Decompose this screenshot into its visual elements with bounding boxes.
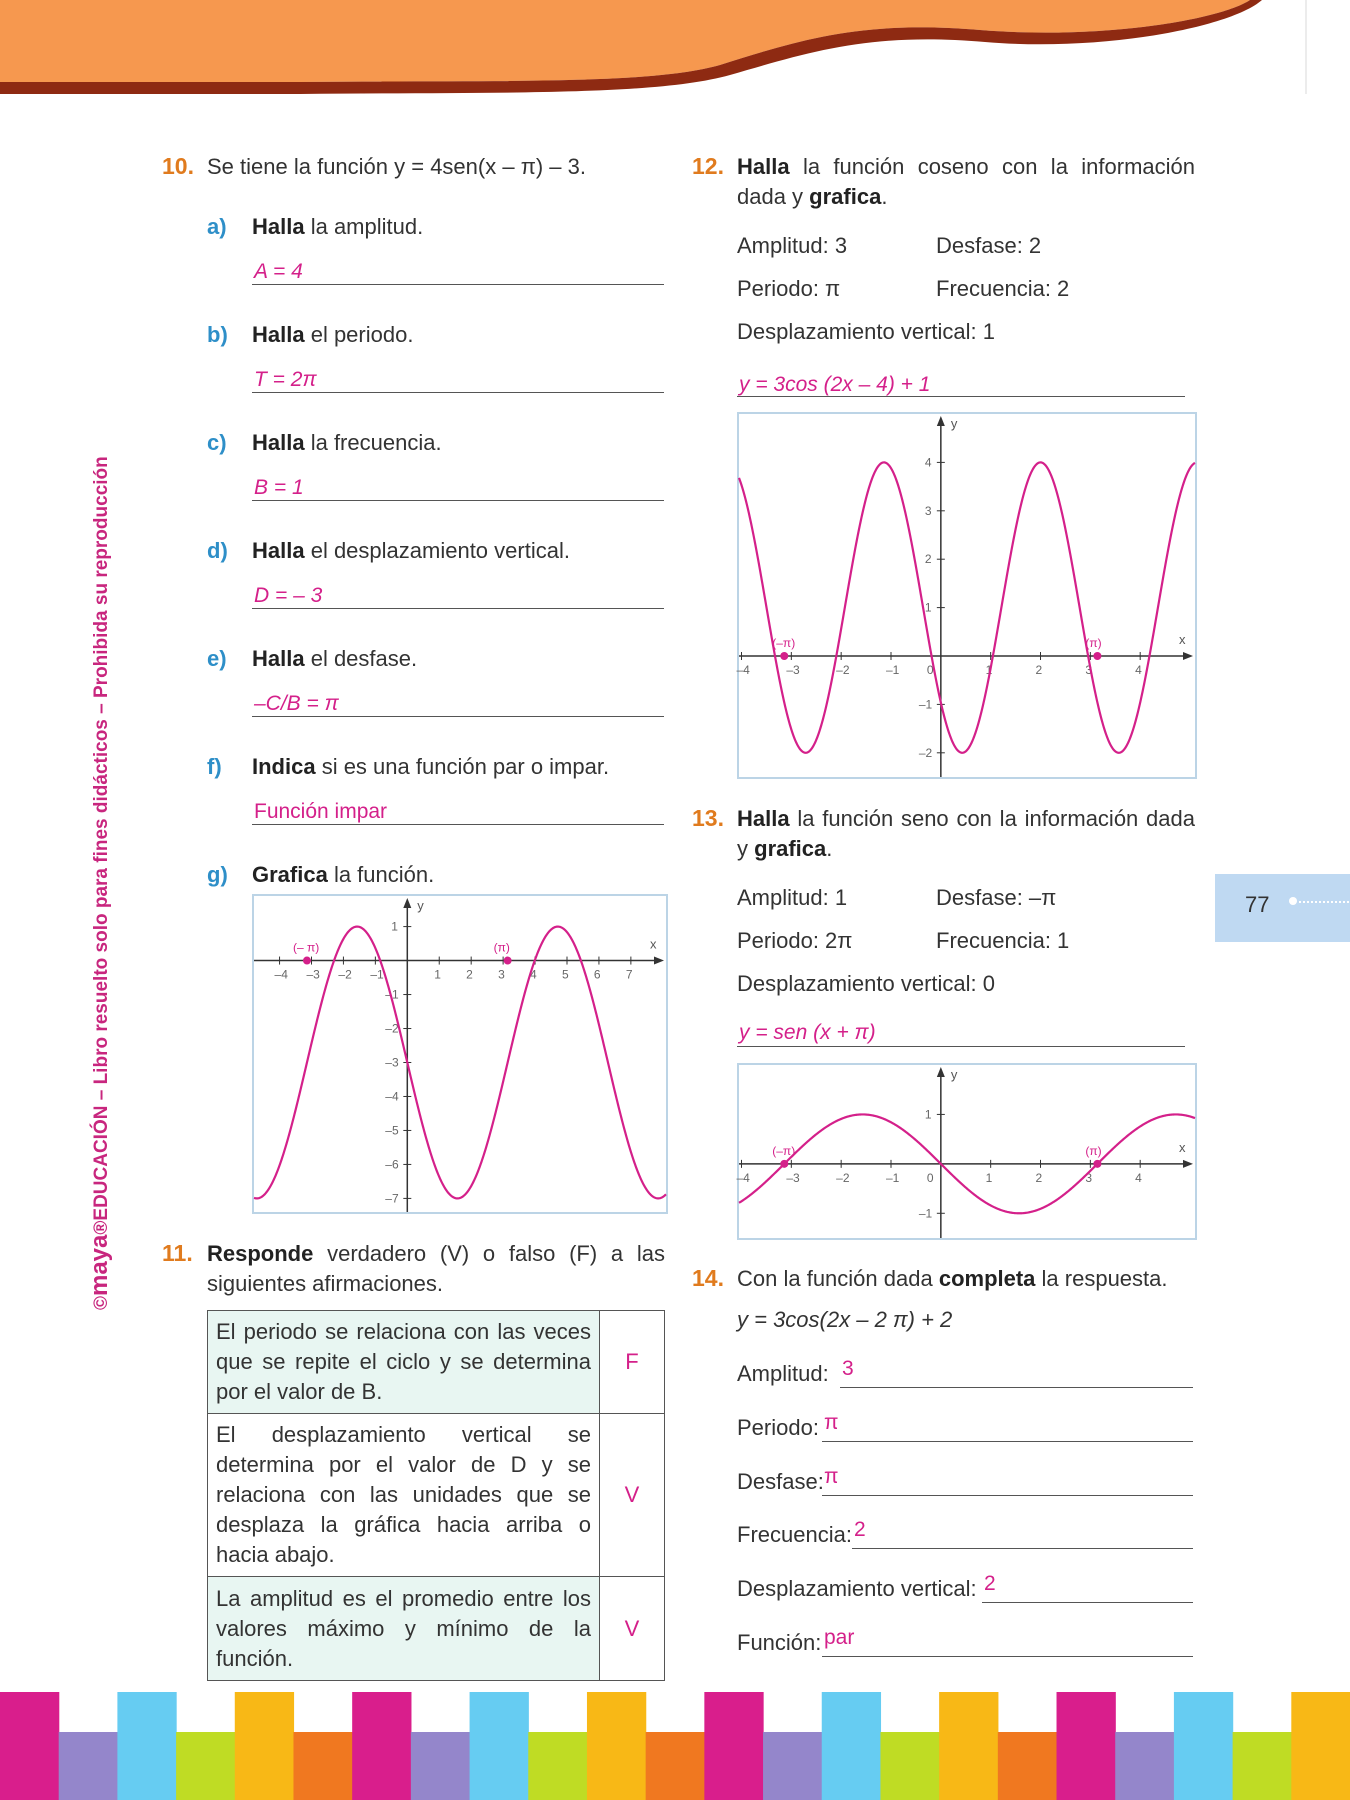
color-stripe	[1174, 1692, 1233, 1800]
q14-answer-line	[822, 1467, 1193, 1496]
q10-item-letter: b)	[207, 322, 228, 347]
q13-number: 13.	[692, 805, 724, 831]
y-tick-label: 1	[391, 919, 398, 934]
color-stripe	[293, 1732, 352, 1800]
x-tick-label: 3	[498, 967, 505, 982]
q12-end: .	[881, 184, 888, 209]
x-axis-arrow	[1183, 652, 1193, 660]
q10-item-text	[252, 646, 417, 672]
q10-answer: T = 2π	[254, 368, 317, 391]
q14-answer: 3	[842, 1357, 854, 1380]
dotted-line	[1299, 901, 1349, 903]
q14-field-label: Amplitud:	[737, 1361, 829, 1386]
x-tick-label: 3	[1085, 1170, 1093, 1185]
color-stripe	[470, 1692, 529, 1800]
q14-answer: 2	[984, 1572, 996, 1595]
copyright-symbol: ©	[91, 1296, 112, 1310]
q12-verb2: grafica	[809, 184, 882, 209]
q10-number: 10.	[162, 153, 194, 179]
color-stripe	[587, 1692, 646, 1800]
q12-rest: la función coseno con la información dada y	[737, 154, 1195, 209]
q13-end: .	[826, 836, 833, 861]
color-stripe	[1115, 1732, 1174, 1800]
color-stripe	[704, 1692, 763, 1800]
header-wave	[0, 0, 1350, 96]
q13-periodo: Periodo: 2π	[737, 928, 853, 953]
color-stripe	[235, 1692, 294, 1800]
true-false-table	[207, 1310, 665, 1681]
q12-graph	[737, 412, 1197, 779]
q11-rest: verdadero (V) o falso (F) a las siguientes afirmaciones.	[207, 1241, 665, 1296]
statement-cell: El periodo se relaciona con las veces que se repite el ciclo y se determina por el valor de B.	[208, 1311, 600, 1414]
x-tick-label: –4	[274, 967, 288, 982]
marked-point	[780, 652, 788, 660]
q14-field-label: Función:	[737, 1630, 822, 1655]
answer-cell: V	[600, 1414, 665, 1577]
copyright-text: ®EDUCACIÓN – Libro resuelto solo para fines didácticos – Prohibida su reproducción	[91, 456, 112, 1235]
q10-item-letter: g)	[207, 862, 228, 887]
q10-item-text	[252, 214, 423, 240]
q14-answer: 2	[854, 1518, 866, 1541]
q10-item-text	[252, 322, 413, 348]
color-stripe	[176, 1732, 235, 1800]
table-row	[208, 1311, 665, 1414]
q12-desplazamiento: Desplazamiento vertical: 1	[737, 319, 996, 344]
q14-answer: π	[824, 1465, 839, 1488]
page-number: 77	[1245, 892, 1270, 917]
color-stripe	[646, 1732, 705, 1800]
x-axis-label: x	[1179, 632, 1186, 647]
x-tick-label: 0	[926, 1170, 934, 1185]
q14-field-label: Frecuencia:	[737, 1522, 852, 1547]
q14-field-label: Periodo:	[737, 1415, 819, 1440]
x-tick-label: 1	[985, 1170, 993, 1185]
q12-amplitud: Amplitud: 3	[737, 233, 848, 258]
q13-amplitud: Amplitud: 1	[737, 885, 848, 910]
y-tick-label: –2	[385, 1021, 399, 1036]
x-tick-label: –4	[736, 1170, 750, 1185]
x-tick-label: 4	[1135, 1170, 1142, 1185]
q10-answer: A = 4	[254, 260, 303, 283]
answer-cell: F	[600, 1311, 665, 1414]
q10-item-text	[252, 862, 434, 888]
y-axis-arrow	[937, 416, 945, 426]
y-tick-label: –1	[385, 987, 399, 1002]
q10-item-letter: e)	[207, 646, 227, 671]
y-axis-label: y	[417, 898, 424, 913]
q10-graph-svg	[254, 896, 666, 1212]
y-axis-label: y	[950, 1067, 958, 1082]
q12-text	[737, 152, 1195, 212]
y-tick-label: 4	[924, 455, 932, 470]
dot-leader-icon	[1289, 897, 1297, 905]
statement-cell: La amplitud es el promedio entre los valores máximo y mínimo de la función.	[208, 1577, 600, 1681]
color-stripe	[1291, 1692, 1350, 1800]
color-stripe	[1233, 1732, 1292, 1800]
x-tick-label: –1	[370, 967, 384, 982]
table-row	[208, 1577, 665, 1681]
marked-point	[1093, 652, 1101, 660]
answer-cell: V	[600, 1577, 665, 1681]
q14-rest: la respuesta.	[1035, 1266, 1168, 1291]
q12-periodo: Periodo: π	[737, 276, 841, 301]
color-stripe	[117, 1692, 176, 1800]
q12-number: 12.	[692, 153, 724, 179]
table-row	[208, 1414, 665, 1577]
q10-answer: –C/B = π	[254, 692, 339, 715]
x-tick-label: 4	[1135, 663, 1142, 677]
q13-answer: y = sen (x + π)	[739, 1021, 876, 1044]
y-tick-label: –1	[918, 697, 933, 712]
copyright-side-note	[86, 456, 114, 1310]
q14-field-label: Desfase:	[737, 1469, 824, 1494]
color-stripe	[0, 1692, 59, 1800]
q10-item-rest: el desfase.	[304, 646, 418, 671]
q14-text	[737, 1264, 1195, 1294]
y-tick-label: 3	[924, 503, 932, 518]
q14-verb: completa	[938, 1266, 1036, 1291]
color-stripe	[939, 1692, 998, 1800]
marked-point-label: (– π)	[292, 940, 320, 955]
q10-answer: Función impar	[254, 800, 388, 823]
x-tick-label: 3	[1085, 663, 1093, 677]
color-stripe	[880, 1732, 939, 1800]
q13-graph	[737, 1063, 1197, 1240]
q10-item-text	[252, 538, 570, 564]
color-stripe	[998, 1732, 1057, 1800]
q13-rest: la función seno con la información dada y	[737, 806, 1195, 861]
q14-answer: π	[824, 1411, 839, 1434]
q10-item-letter: f)	[207, 754, 222, 779]
brand-name: maya	[86, 1234, 113, 1296]
q10-item-verb: Halla	[252, 646, 305, 671]
color-stripe	[59, 1732, 118, 1800]
marked-point-label: (–π)	[772, 636, 796, 650]
y-tick-label: –2	[918, 745, 933, 760]
q11-number: 11.	[162, 1240, 193, 1266]
marked-point-label: (π)	[1085, 1143, 1102, 1158]
q13-text	[737, 804, 1195, 864]
q10-text: Se tiene la función y = 4sen(x – π) – 3.	[207, 154, 587, 179]
q14-answer-line	[982, 1574, 1193, 1603]
marked-point-label: (–π)	[772, 1143, 796, 1158]
x-tick-label: 1	[434, 967, 441, 982]
q14-field-label: Desplazamiento vertical:	[737, 1576, 977, 1601]
marked-point	[303, 957, 311, 965]
q13-verb: Halla	[737, 806, 790, 831]
q11-text	[207, 1239, 665, 1299]
q14-answer-line	[822, 1413, 1193, 1442]
q12-frecuencia: Frecuencia: 2	[936, 276, 1070, 301]
q13-desfase: Desfase: –π	[936, 885, 1057, 910]
q14-formula: y = 3cos(2x – 2 π) + 2	[737, 1307, 953, 1332]
q13-verb2: grafica	[754, 836, 827, 861]
color-stripe	[528, 1732, 587, 1800]
q12-graph-svg	[736, 414, 1195, 777]
y-axis-arrow	[937, 1067, 945, 1077]
x-tick-label: 2	[1035, 663, 1043, 677]
q10-item-verb: Halla	[252, 322, 305, 347]
x-tick-label: –3	[786, 663, 800, 677]
marked-point	[780, 1160, 788, 1168]
q10-item-rest: el desplazamiento vertical.	[304, 538, 570, 563]
color-stripe	[411, 1732, 470, 1800]
q14-answer: par	[824, 1626, 855, 1649]
y-axis-label: y	[950, 416, 958, 431]
function-curve	[739, 462, 1195, 752]
q10-item-rest: la frecuencia.	[304, 430, 442, 455]
y-tick-label: 1	[924, 600, 932, 615]
y-tick-label: –3	[385, 1055, 399, 1070]
q10-item-verb: Halla	[252, 538, 305, 563]
q10-item-letter: a)	[207, 214, 227, 239]
q10-item-verb: Grafica	[252, 862, 328, 887]
q10-graph	[252, 894, 668, 1214]
x-axis-arrow	[654, 957, 664, 965]
q10-item-letter: d)	[207, 538, 228, 563]
q10-item-rest: la función.	[327, 862, 435, 887]
x-axis-label: x	[650, 936, 657, 952]
x-tick-label: 4	[530, 967, 537, 982]
q14-answer-line	[840, 1359, 1193, 1388]
q10-item-verb: Halla	[252, 430, 305, 455]
q12-desfase: Desfase: 2	[936, 233, 1042, 258]
x-tick-label: 7	[625, 967, 633, 982]
q10-item-rest: el periodo.	[304, 322, 414, 347]
statement-cell: El desplazamiento vertical se determina por el valor de D y se relaciona con las unidades que se desplaza la gráfica hacia arriba o hacia abajo.	[208, 1414, 600, 1577]
x-tick-label: 6	[593, 967, 601, 982]
q10-item-letter: c)	[207, 430, 227, 455]
color-stripe	[352, 1692, 411, 1800]
q10-answer-line	[252, 256, 664, 285]
y-tick-label: –6	[385, 1157, 399, 1172]
q12-answer: y = 3cos (2x – 4) + 1	[739, 373, 931, 396]
q12-verb: Halla	[737, 154, 790, 179]
y-tick-label: –5	[385, 1123, 399, 1138]
q10-answer: D = – 3	[254, 584, 323, 607]
q14-answer-line	[852, 1520, 1193, 1549]
x-tick-label: –1	[886, 1170, 900, 1185]
q11-verb: Responde	[207, 1241, 314, 1266]
y-tick-label: 1	[924, 1107, 932, 1122]
y-axis-arrow	[403, 898, 411, 908]
q14-pre: Con la función dada	[737, 1266, 939, 1291]
y-tick-label: –7	[385, 1191, 399, 1206]
x-tick-label: 2	[1035, 1170, 1043, 1185]
bottom-color-stripes	[0, 1692, 1350, 1800]
page-number-tab	[1215, 874, 1350, 942]
marked-point-label: (π)	[493, 940, 510, 955]
q10-item-text	[252, 430, 442, 456]
q10-item-verb: Indica	[252, 754, 316, 779]
y-tick-label: 2	[924, 552, 932, 567]
q10-item-rest: si es una función par o impar.	[315, 754, 610, 779]
x-tick-label: 5	[561, 967, 569, 982]
marked-point	[504, 957, 512, 965]
x-tick-label: 0	[926, 663, 934, 677]
x-tick-label: –3	[306, 967, 320, 982]
x-tick-label: –3	[786, 1170, 800, 1185]
marked-point	[1093, 1160, 1101, 1168]
color-stripe	[822, 1692, 881, 1800]
y-tick-label: –1	[918, 1206, 933, 1221]
q10-item-text	[252, 754, 609, 780]
x-tick-label: –2	[836, 1170, 850, 1185]
x-axis-arrow	[1183, 1160, 1193, 1168]
q13-graph-svg	[736, 1065, 1195, 1238]
q13-desplazamiento: Desplazamiento vertical: 0	[737, 971, 996, 996]
q14-number: 14.	[692, 1265, 724, 1291]
x-tick-label: 2	[466, 967, 473, 982]
color-stripe	[1057, 1692, 1116, 1800]
color-stripe	[763, 1732, 822, 1800]
marked-point-label: (π)	[1085, 636, 1102, 650]
q14-answer-line	[822, 1628, 1193, 1657]
x-tick-label: –4	[736, 663, 750, 677]
x-tick-label: 1	[985, 663, 993, 677]
x-tick-label: –2	[836, 663, 850, 677]
x-tick-label: –1	[886, 663, 900, 677]
q10-item-rest: la amplitud.	[304, 214, 424, 239]
q13-frecuencia: Frecuencia: 1	[936, 928, 1070, 953]
x-tick-label: –2	[338, 967, 352, 982]
q10-answer: B = 1	[254, 476, 304, 499]
q10-item-verb: Halla	[252, 214, 305, 239]
y-tick-label: –4	[385, 1089, 399, 1104]
x-axis-label: x	[1179, 1139, 1186, 1155]
q10-answer-line	[252, 472, 664, 501]
